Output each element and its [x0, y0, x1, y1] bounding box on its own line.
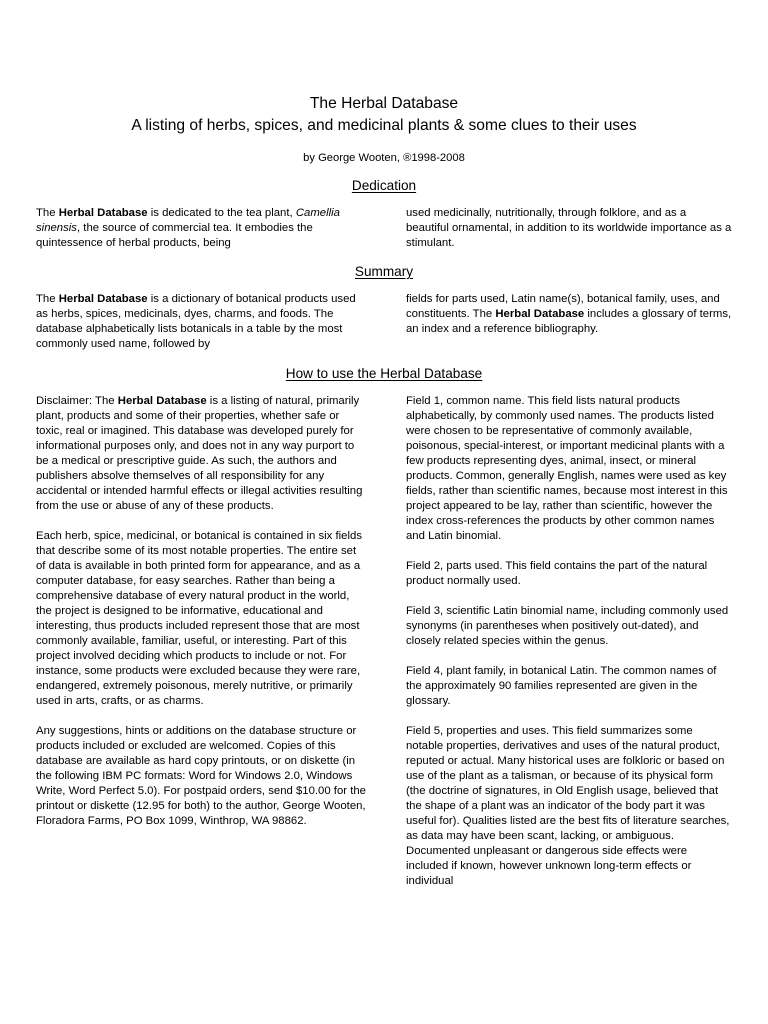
field-1-paragraph: Field 1, common name. This field lists natural products alphabetically, by commonly used names. The products listed were chosen to be representative of commonly available, poisonous, special-interest, or important medicinal plants with a few products representing dyes, animal, insect, or mineral products. Common, generally English, names were used as key fields, rather than scientific names, because most interest in this project appeared to be lay, rather than scientific, however the index cross-references the products by other common names and Latin binomial. — [406, 395, 728, 542]
byline: by George Wooten, ®1998-2008 — [303, 152, 465, 164]
summary-left-column — [36, 292, 366, 352]
document-subtitle: A listing of herbs, spices, and medicinal plants & some clues to their uses — [131, 117, 637, 134]
howto-left-column — [36, 394, 366, 829]
howto-right-column — [406, 394, 732, 889]
dedication-right-column — [406, 206, 732, 251]
summary-heading — [0, 264, 768, 280]
text-run: , the source of commercial tea. It embodies the quintessence of herbal products, being — [36, 222, 313, 249]
document-title: The Herbal Database — [309, 95, 459, 112]
dedication-heading-text: Dedication — [351, 178, 417, 193]
dedication-right-paragraph: used medicinally, nutritionally, through folklore, and as a beautiful ornamental, in addition to its worldwide importance as a stimulant. — [406, 207, 732, 249]
text-run: The — [36, 207, 59, 219]
bold-term: Herbal Database — [58, 293, 148, 305]
howto-heading — [0, 366, 768, 382]
field-2-paragraph: Field 2, parts used. This field contains the part of the natural product normally used. — [406, 560, 708, 587]
field-4-paragraph: Field 4, plant family, in botanical Latin. The common names of the approximately 90 families represented are given in the glossary. — [406, 665, 717, 707]
text-run: Disclaimer: The — [36, 395, 118, 407]
bold-term: Herbal Database — [495, 308, 585, 320]
fields-paragraph: Each herb, spice, medicinal, or botanical is contained in six fields that describe some of its most notable properties. The entire set of data is available in both printed form for appearance, and as a computer database, for easy searches. Rather than being a comprehensive database of every natural product in the world, the project is designed to be informative, educational and interesting, thus products included represent those that are most commonly available, familiar, useful, or interesting. Part of this project involved deciding which products to include or not. For instance, some products were excluded because they were rare, endangered, extremely poisonous, merely nutritive, or primarily used in arts, crafts, or as charms. — [36, 530, 362, 707]
bold-term: Herbal Database — [58, 207, 148, 219]
field-3-paragraph: Field 3, scientific Latin binomial name, including commonly used synonyms (in parentheses when positively out-dated), and closely related species within the genus. — [406, 605, 729, 647]
text-run: is dedicated to the tea plant, — [147, 207, 296, 219]
howto-heading-text: How to use the Herbal Database — [285, 366, 483, 381]
summary-right-paragraph — [406, 292, 732, 337]
dedication-left-paragraph — [36, 206, 366, 251]
summary-right-column — [406, 292, 732, 337]
bold-term: Herbal Database — [117, 395, 207, 407]
summary-heading-text: Summary — [354, 264, 414, 279]
summary-left-paragraph — [36, 292, 366, 352]
text-run: is a listing of natural, primarily plant, products and some of their properties, whether safe or toxic, real or imagined. This database was developed purely for informational purposes only, and does not in any way purport to be a medical or prescriptive guide. As such, the authors and publishers absolve themselves of all responsibility for any accidental or intended harmful effects or illegal activities resulting from the use or abuse of any of these products. — [36, 395, 363, 512]
dedication-left-column — [36, 206, 366, 251]
dedication-heading — [0, 178, 768, 194]
text-run: The — [36, 293, 59, 305]
text-run: fields for parts used, Latin name(s), botanical family, uses, and constituents. The — [406, 293, 720, 320]
suggestions-paragraph: Any suggestions, hints or additions on the database structure or products included or excluded are welcomed. Copies of this database are available as hard copy printouts, or on diskette (in the following IBM PC formats: Word for Windows 2.0, Windows Write, Word Perfect 5.0). For postpaid orders, send $10.00 for the printout or diskette (12.95 for both) to the author, George Wooten, Floradora Farms, PO Box 1099, Winthrop, WA 98862. — [36, 725, 366, 827]
disclaimer-paragraph — [36, 394, 366, 514]
field-5-paragraph: Field 5, properties and uses. This field summarizes some notable properties, derivatives and uses of the natural product, reputed or actual. Many historical uses are folkloric or based on use of the plant as a talisman, or because of its physical form (the doctrine of signatures, in Old English usage, believed that the shape of a plant was an indicator of the body part it was useful for). Qualities listed are the best fits of literature searches, as data may have been scant, lacking, or ambiguous. Documented unpleasant or dangerous side effects were included if known, however unknown long-term effects or individual — [406, 725, 730, 887]
text-run: includes a glossary of terms, an index and a reference bibliography. — [406, 308, 732, 335]
text-run: is a dictionary of botanical products used as herbs, spices, medicinals, dyes, charms, and foods. The database alphabetically lists botanicals in a table by the most commonly used name, followed by — [36, 293, 356, 350]
latin-name: Camellia sinensis — [36, 207, 340, 234]
